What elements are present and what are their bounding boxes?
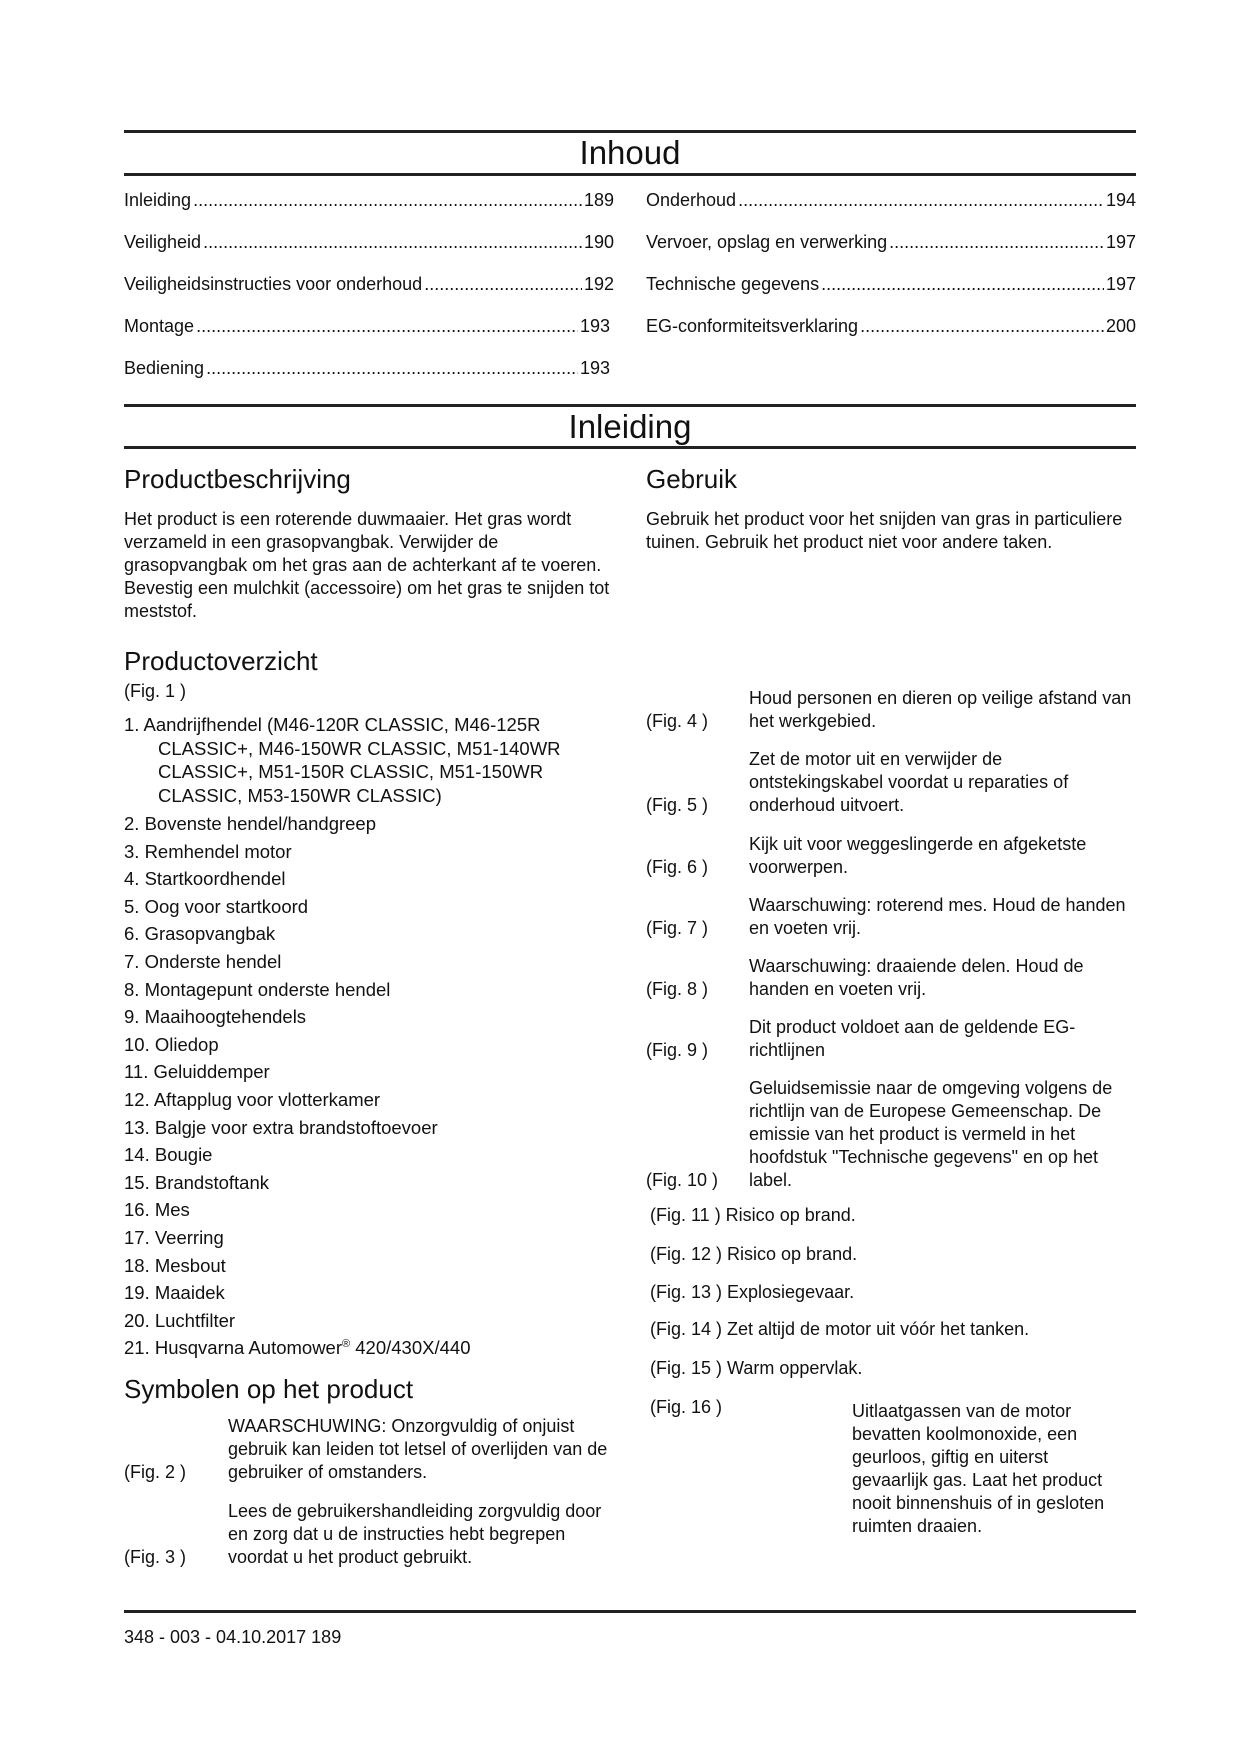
intro-title: Inleiding	[568, 408, 692, 445]
toc-entry-label: Vervoer, opslag en verwerking	[646, 232, 888, 252]
toc-entry-label: Veiligheid	[124, 232, 202, 252]
symbol-fig-ref: (Fig. 10 )	[646, 1170, 719, 1190]
product-description-heading: Productbeschrijving	[124, 464, 351, 494]
toc-entry-page: 193	[579, 358, 610, 378]
parts-list	[124, 713, 614, 1362]
symbol-entry	[646, 833, 1136, 879]
toc-entry[interactable]	[124, 358, 614, 400]
toc-title-rule	[124, 173, 1136, 176]
symbol-fig-ref: (Fig. 9 )	[646, 1040, 709, 1060]
toc-entry-label: Veiligheidsinstructies voor onderhoud	[124, 274, 423, 294]
list-item: 3. Remhendel motor	[124, 840, 292, 862]
symbol-fig-ref: (Fig. 5 )	[646, 795, 709, 815]
symbol-entry	[646, 955, 1136, 1001]
list-item: 1. Aandrijfhendel (M46-120R CLASSIC, M46-125R CLASSIC+, M46-150WR CLASSIC, M51-140WR CLASSIC+, M51-150R CLASSIC, M51-150WR CLASSIC, M53-150WR CLASSIC)	[124, 714, 561, 806]
list-item: 9. Maaihoogtehendels	[124, 1006, 307, 1028]
symbol-text: Lees de gebruikershandleiding zorgvuldig door en zorg dat u de instructies hebt begrepen voordat u het product gebruikt.	[228, 1501, 602, 1567]
symbol-text: Waarschuwing: roterend mes. Houd de handen en voeten vrij.	[749, 895, 1126, 938]
top-rule	[124, 130, 1136, 133]
toc-entry[interactable]	[646, 232, 1136, 274]
toc-entry-page: 192	[583, 274, 614, 294]
list-item: 6. Grasopvangbak	[124, 923, 276, 945]
footer-code: 348 - 003 - 04.10.2017	[124, 1627, 307, 1647]
toc-entry-page: 190	[583, 232, 614, 252]
symbol-text: Houd personen en dieren op veilige afstand van het werkgebied.	[749, 688, 1132, 731]
symbol-fig-ref: (Fig. 4 )	[646, 711, 709, 731]
list-item: 4. Startkoordhendel	[124, 868, 286, 890]
list-item: 20. Luchtfilter	[124, 1309, 236, 1331]
list-item-text: 21. Husqvarna Automower	[124, 1337, 343, 1359]
use-heading: Gebruik	[646, 464, 738, 494]
toc-entry-page: 193	[579, 316, 610, 336]
list-item: 19. Maaidek	[124, 1282, 225, 1304]
symbol-line: (Fig. 15 ) Warm oppervlak.	[650, 1358, 863, 1378]
page-footer	[124, 1627, 341, 1648]
toc-entry[interactable]	[124, 190, 614, 232]
intro-title-rule	[124, 446, 1136, 449]
toc-entry-page: 197	[1105, 232, 1136, 252]
symbol-entry	[646, 748, 1136, 817]
toc-entry-label: EG-conformiteitsverklaring	[646, 316, 859, 336]
toc-dot-leader	[860, 316, 1104, 337]
list-item: 10. Oliedop	[124, 1033, 219, 1055]
symbols-heading: Symbolen op het product	[124, 1374, 414, 1404]
symbol-fig-ref: (Fig. 6 )	[646, 857, 709, 877]
toc-title: Inhoud	[579, 134, 681, 171]
symbol-line: (Fig. 11 ) Risico op brand.	[650, 1205, 856, 1225]
registered-mark: ®	[342, 1338, 351, 1351]
list-item: 13. Balgje voor extra brandstoftoevoer	[124, 1116, 438, 1138]
toc-dot-leader	[206, 358, 578, 379]
symbol-line: (Fig. 12 ) Risico op brand.	[650, 1244, 858, 1264]
overview-heading: Productoverzicht	[124, 646, 318, 676]
toc-entry[interactable]	[124, 316, 614, 358]
list-item: 5. Oog voor startkoord	[124, 895, 309, 917]
use-text: Gebruik het product voor het snijden van gras in particuliere tuinen. Gebruik het product niet voor andere taken.	[646, 509, 1123, 552]
toc-entry-label: Technische gegevens	[646, 274, 820, 294]
toc-dot-leader	[193, 190, 582, 211]
toc-dot-leader	[821, 274, 1104, 295]
symbol-text: Kijk uit voor weggeslingerde en afgeketste voorwerpen.	[749, 834, 1087, 877]
symbol-entry	[646, 1077, 1136, 1192]
product-description-text: Het product is een roterende duwmaaier. Het gras wordt verzameld in een grasopvangbak. Verwijder de grasopvangbak om het gras aan de achterkant af te voeren. Bevestig een mulchkit (accessoire) om het gras te snijden tot meststof.	[124, 509, 610, 621]
list-item	[124, 1334, 614, 1362]
toc-entry-page: 189	[583, 190, 614, 210]
intro-rule-top	[124, 404, 1136, 407]
list-item-text: 420/430X/440	[350, 1337, 471, 1359]
toc-entry-page: 194	[1105, 190, 1136, 210]
toc-entry[interactable]	[124, 274, 614, 316]
overview-fig-ref: (Fig. 1 )	[124, 681, 187, 701]
symbol-entry	[124, 1500, 614, 1569]
list-item: 16. Mes	[124, 1199, 190, 1221]
list-item: 11. Geluiddemper	[124, 1061, 270, 1083]
symbol-fig-ref: (Fig. 3 )	[124, 1547, 187, 1567]
manual-page	[124, 0, 1136, 1754]
toc-dot-leader	[203, 232, 582, 253]
symbol-text: Zet de motor uit en verwijder de ontstekingskabel voordat u reparaties of onderhoud uitvoert.	[749, 749, 1069, 815]
symbol-fig-ref: (Fig. 8 )	[646, 979, 709, 999]
toc-entry-page: 200	[1105, 316, 1136, 336]
symbol-line: (Fig. 14 ) Zet altijd de motor uit vóór het tanken.	[650, 1319, 1030, 1339]
list-item: 14. Bougie	[124, 1144, 213, 1166]
toc-left-column	[124, 190, 614, 400]
toc-dot-leader	[424, 274, 582, 295]
toc-entry[interactable]	[646, 190, 1136, 232]
list-item: 12. Aftapplug voor vlotterkamer	[124, 1088, 381, 1110]
list-item: 8. Montagepunt onderste hendel	[124, 978, 391, 1000]
symbol-fig-ref: (Fig. 2 )	[124, 1462, 187, 1482]
toc-entry[interactable]	[646, 316, 1136, 358]
list-item: 17. Veerring	[124, 1226, 224, 1248]
symbol-text: WAARSCHUWING: Onzorgvuldig of onjuist gebruik kan leiden tot letsel of overlijden van de gebruiker of omstanders.	[228, 1416, 608, 1482]
symbol-entry	[124, 1415, 614, 1484]
toc-entry[interactable]	[646, 274, 1136, 316]
list-item: 7. Onderste hendel	[124, 950, 282, 972]
toc-entry-label: Bediening	[124, 358, 205, 378]
toc-right-column	[646, 190, 1136, 358]
symbol-text: Geluidsemissie naar de omgeving volgens de richtlijn van de Europese Gemeenschap. De emissie van het product is vermeld in het hoofdstuk "Technische gegevens" en op het label.	[749, 1078, 1113, 1190]
symbol-text: Waarschuwing: draaiende delen. Houd de handen en voeten vrij.	[749, 956, 1084, 999]
toc-dot-leader	[196, 316, 578, 337]
list-item: 18. Mesbout	[124, 1254, 226, 1276]
footer-rule	[124, 1610, 1136, 1613]
list-item: 2. Bovenste hendel/handgreep	[124, 813, 377, 834]
symbol-entry	[646, 894, 1136, 940]
page-number: 189	[311, 1627, 342, 1647]
toc-dot-leader	[738, 190, 1104, 211]
toc-entry-label: Inleiding	[124, 190, 192, 210]
symbol-line: (Fig. 13 ) Explosiegevaar.	[650, 1282, 855, 1302]
toc-entry-label: Onderhoud	[646, 190, 737, 210]
symbol-entry	[646, 687, 1136, 733]
symbol-fig-ref: (Fig. 16 )	[650, 1397, 723, 1417]
toc-entry-page: 197	[1105, 274, 1136, 294]
toc-entry-label: Montage	[124, 316, 195, 336]
symbol-text: Uitlaatgassen van de motor bevatten koolmonoxide, een geurloos, giftig en uiterst gevaarlijk gas. Laat het product nooit binnenshuis of in gesloten ruimten draaien.	[852, 1401, 1105, 1536]
symbol-text: Dit product voldoet aan de geldende EG-richtlijnen	[749, 1017, 1076, 1060]
toc-dot-leader	[889, 232, 1104, 253]
toc-entry[interactable]	[124, 232, 614, 274]
symbol-entry	[646, 1016, 1136, 1062]
symbol-fig-ref: (Fig. 7 )	[646, 918, 709, 938]
list-item: 15. Brandstoftank	[124, 1171, 270, 1193]
